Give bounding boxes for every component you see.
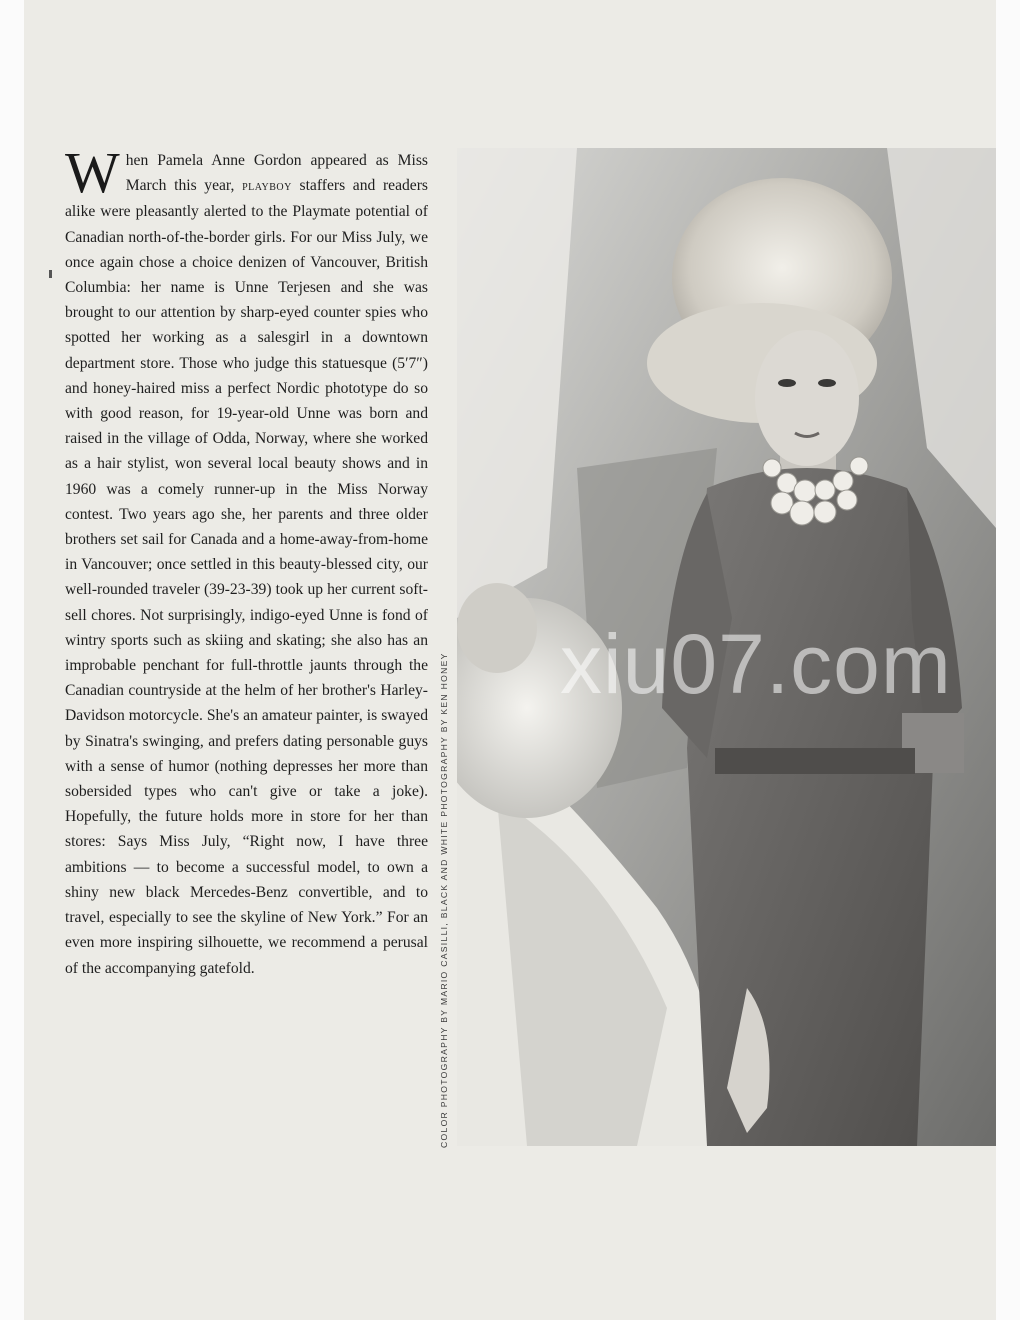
publication-name: playboy: [242, 179, 292, 195]
article-column: [65, 140, 428, 981]
page-edge-mark: [49, 270, 52, 278]
article-paragraph: [65, 140, 428, 981]
article-body: staffers and readers alike were pleasantly alerted to the Playmate potential of Canadian north-of-the-border girls. For our Miss July, we once again chose a choice denizen of Vancouver, British Columbia: her name is Unne Terjesen and she was brought to our attention by sharp-eyed counter spies who spotted her working as a salesgirl in a downtown department store. Those who judge this statuesque (5′7″) and honey-haired miss a perfect Nordic phototype do so with good reason, for 19-year-old Unne was born and raised in the village of Odda, Norway, where she worked as a hair stylist, won several local beauty shows and in 1960 was a comely runner-up in the Miss Norway contest. Two years ago she, her parents and three older brothers set sail for Canada and a home-away-from-home in Vancouver; once settled in this beauty-blessed city, our well-rounded traveler (39-23-39) took up her current soft-sell chores. Not surprisingly, indigo-eyed Unne is fond of wintry sports such as skiing and skating; she also has an improbable penchant for full-throttle jaunts through the Canadian countryside at the helm of her brother's Harley-Davidson motorcycle. She's an amateur painter, is swayed by Sinatra's swinging, and prefers dating personable guys with a sense of humor (nothing depresses her more than sobersided types who can't give or take a joke). Hopefully, the future holds more in store for her than stores: Says Miss July, “Right now, I have three ambitions — to become a successful model, to own a shiny new black Mercedes-Benz convertible, and to travel, especially to see the skyline of New York.” For an even more inspiring silhouette, we recommend a perusal of the accompanying gatefold.: [65, 177, 428, 977]
watermark: xiu07.com: [560, 617, 952, 711]
article-lead: hen Pamela Anne Gordon appeared as Miss March this year,: [125, 152, 428, 195]
photo-credit: COLOR PHOTOGRAPHY BY MARIO CASILLI, BLACK AND WHITE PHOTOGRAPHY BY KEN HONEY: [439, 652, 449, 1148]
drop-cap: W: [65, 140, 120, 205]
